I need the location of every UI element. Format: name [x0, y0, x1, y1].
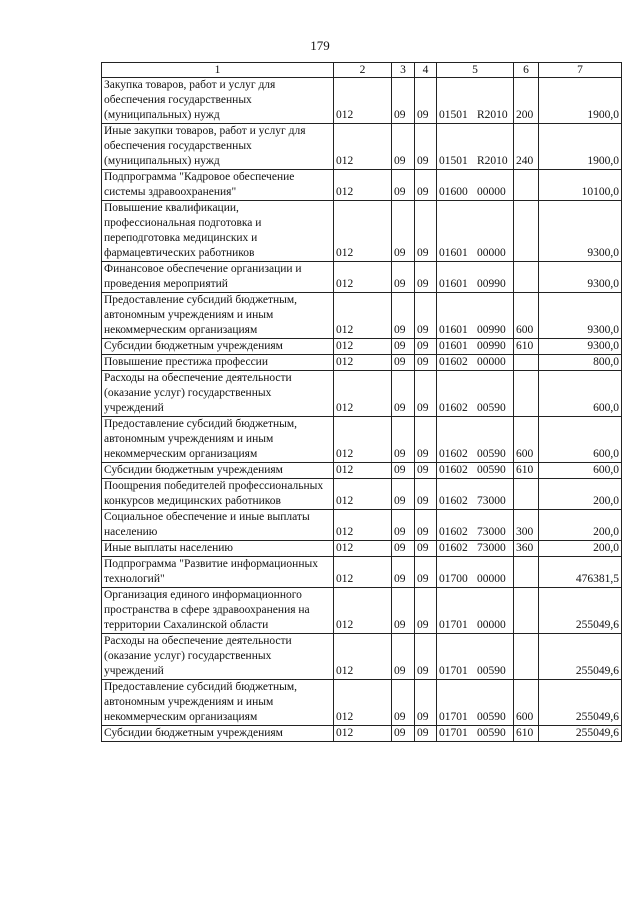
- section-code-cell: 09: [392, 339, 415, 355]
- row-name-cell: Организация единого информационного пространства в сфере здравоохранения на территории Сахалинской области: [102, 588, 334, 634]
- target-article-program: 01602: [439, 448, 468, 460]
- row-name-cell: Субсидии бюджетным учреждениям: [102, 726, 334, 742]
- column-header: 4: [415, 63, 437, 78]
- target-article-program: 01501: [439, 109, 468, 121]
- column-header: 1: [102, 63, 334, 78]
- expense-type-cell: [514, 588, 539, 634]
- ministry-code-cell: 012: [334, 463, 392, 479]
- subsection-code-cell: 09: [415, 201, 437, 262]
- target-article-program: 01602: [439, 464, 468, 476]
- expense-type-cell: 300: [514, 510, 539, 541]
- subsection-code-cell: 09: [415, 588, 437, 634]
- expense-type-cell: 610: [514, 726, 539, 742]
- ministry-code-cell: 012: [334, 293, 392, 339]
- target-article-cell: [437, 339, 514, 355]
- ministry-code-cell: 012: [334, 634, 392, 680]
- expense-type-cell: 360: [514, 541, 539, 557]
- target-article-program: 01602: [439, 542, 468, 554]
- section-code-cell: 09: [392, 680, 415, 726]
- subsection-code-cell: 09: [415, 510, 437, 541]
- table-row: [102, 541, 622, 557]
- amount-cell: 200,0: [539, 510, 622, 541]
- subsection-code-cell: 09: [415, 355, 437, 371]
- target-article-program: 01601: [439, 247, 468, 259]
- subsection-code-cell: 09: [415, 124, 437, 170]
- section-code-cell: 09: [392, 463, 415, 479]
- target-article-cell: [437, 293, 514, 339]
- table-row: [102, 588, 622, 634]
- target-article-direction: 73000: [477, 542, 506, 554]
- column-header: 7: [539, 63, 622, 78]
- expense-type-cell: 600: [514, 417, 539, 463]
- ministry-code-cell: 012: [334, 371, 392, 417]
- section-code-cell: 09: [392, 541, 415, 557]
- column-header: 2: [334, 63, 392, 78]
- row-name-cell: Социальное обеспечение и иные выплаты населению: [102, 510, 334, 541]
- ministry-code-cell: 012: [334, 78, 392, 124]
- target-article-program: 01601: [439, 340, 468, 352]
- amount-cell: 1900,0: [539, 78, 622, 124]
- table-row: [102, 201, 622, 262]
- section-code-cell: 09: [392, 634, 415, 680]
- section-code-cell: 09: [392, 726, 415, 742]
- target-article-cell: [437, 201, 514, 262]
- expense-type-cell: [514, 634, 539, 680]
- table-row: [102, 170, 622, 201]
- amount-cell: 10100,0: [539, 170, 622, 201]
- row-name-cell: Поощрения победителей профессиональных конкурсов медицинских работников: [102, 479, 334, 510]
- table-row: [102, 463, 622, 479]
- table-row: [102, 510, 622, 541]
- target-article-direction: 00000: [477, 619, 506, 631]
- subsection-code-cell: 09: [415, 479, 437, 510]
- row-name-cell: Расходы на обеспечение деятельности (оказание услуг) государственных учреждений: [102, 634, 334, 680]
- target-article-cell: [437, 371, 514, 417]
- table-row: [102, 479, 622, 510]
- target-article-cell: [437, 588, 514, 634]
- section-code-cell: 09: [392, 510, 415, 541]
- target-article-cell: [437, 417, 514, 463]
- target-article-cell: [437, 170, 514, 201]
- expense-type-cell: [514, 170, 539, 201]
- target-article-program: 01601: [439, 278, 468, 290]
- amount-cell: 9300,0: [539, 201, 622, 262]
- target-article-direction: 00000: [477, 573, 506, 585]
- target-article-direction: 73000: [477, 526, 506, 538]
- column-header: 6: [514, 63, 539, 78]
- header-row: [102, 63, 622, 78]
- row-name-cell: Субсидии бюджетным учреждениям: [102, 339, 334, 355]
- target-article-cell: [437, 479, 514, 510]
- target-article-cell: [437, 726, 514, 742]
- target-article-direction: 00590: [477, 727, 506, 739]
- amount-cell: 255049,6: [539, 588, 622, 634]
- target-article-cell: [437, 78, 514, 124]
- amount-cell: 9300,0: [539, 262, 622, 293]
- target-article-program: 01602: [439, 356, 468, 368]
- row-name-cell: Расходы на обеспечение деятельности (оказание услуг) государственных учреждений: [102, 371, 334, 417]
- row-name-cell: Предоставление субсидий бюджетным, автономным учреждениям и иным некоммерческим организациям: [102, 680, 334, 726]
- expense-type-cell: 600: [514, 680, 539, 726]
- expense-type-cell: 240: [514, 124, 539, 170]
- expense-type-cell: [514, 479, 539, 510]
- subsection-code-cell: 09: [415, 371, 437, 417]
- target-article-program: 01501: [439, 155, 468, 167]
- subsection-code-cell: 09: [415, 463, 437, 479]
- target-article-cell: [437, 463, 514, 479]
- target-article-direction: 00590: [477, 448, 506, 460]
- ministry-code-cell: 012: [334, 417, 392, 463]
- target-article-direction: R2010: [477, 155, 508, 167]
- target-article-direction: 00590: [477, 402, 506, 414]
- amount-cell: 600,0: [539, 463, 622, 479]
- table-row: [102, 339, 622, 355]
- ministry-code-cell: 012: [334, 170, 392, 201]
- target-article-program: 01600: [439, 186, 468, 198]
- target-article-direction: 00590: [477, 711, 506, 723]
- target-article-direction: 00990: [477, 324, 506, 336]
- page-number: 179: [310, 38, 330, 53]
- target-article-direction: R2010: [477, 109, 508, 121]
- target-article-program: 01601: [439, 324, 468, 336]
- ministry-code-cell: 012: [334, 262, 392, 293]
- column-header: 5: [437, 63, 514, 78]
- expense-type-cell: 200: [514, 78, 539, 124]
- ministry-code-cell: 012: [334, 557, 392, 588]
- row-name-cell: Закупка товаров, работ и услуг для обеспечения государственных (муниципальных) нужд: [102, 78, 334, 124]
- amount-cell: 9300,0: [539, 339, 622, 355]
- target-article-cell: [437, 634, 514, 680]
- section-code-cell: 09: [392, 293, 415, 339]
- column-header: 3: [392, 63, 415, 78]
- target-article-cell: [437, 262, 514, 293]
- expense-type-cell: [514, 262, 539, 293]
- subsection-code-cell: 09: [415, 262, 437, 293]
- expense-type-cell: 600: [514, 293, 539, 339]
- subsection-code-cell: 09: [415, 339, 437, 355]
- section-code-cell: 09: [392, 371, 415, 417]
- target-article-direction: 00000: [477, 186, 506, 198]
- ministry-code-cell: 012: [334, 680, 392, 726]
- section-code-cell: 09: [392, 262, 415, 293]
- row-name-cell: Подпрограмма "Развитие информационных технологий": [102, 557, 334, 588]
- target-article-direction: 73000: [477, 495, 506, 507]
- target-article-cell: [437, 557, 514, 588]
- expense-type-cell: [514, 355, 539, 371]
- target-article-direction: 00990: [477, 340, 506, 352]
- row-name-cell: Субсидии бюджетным учреждениям: [102, 463, 334, 479]
- amount-cell: 600,0: [539, 417, 622, 463]
- section-code-cell: 09: [392, 588, 415, 634]
- ministry-code-cell: 012: [334, 339, 392, 355]
- table-row: [102, 293, 622, 339]
- subsection-code-cell: 09: [415, 417, 437, 463]
- target-article-program: 01602: [439, 402, 468, 414]
- target-article-cell: [437, 355, 514, 371]
- target-article-program: 01701: [439, 711, 468, 723]
- row-name-cell: Предоставление субсидий бюджетным, автономным учреждениям и иным некоммерческим организациям: [102, 293, 334, 339]
- subsection-code-cell: 09: [415, 634, 437, 680]
- row-name-cell: Финансовое обеспечение организации и проведения мероприятий: [102, 262, 334, 293]
- subsection-code-cell: 09: [415, 557, 437, 588]
- ministry-code-cell: 012: [334, 479, 392, 510]
- amount-cell: 1900,0: [539, 124, 622, 170]
- target-article-program: 01701: [439, 665, 468, 677]
- amount-cell: 255049,6: [539, 726, 622, 742]
- row-name-cell: Иные выплаты населению: [102, 541, 334, 557]
- table-row: [102, 680, 622, 726]
- ministry-code-cell: 012: [334, 124, 392, 170]
- target-article-program: 01701: [439, 619, 468, 631]
- target-article-cell: [437, 680, 514, 726]
- table-row: [102, 557, 622, 588]
- subsection-code-cell: 09: [415, 680, 437, 726]
- budget-table: [101, 62, 622, 742]
- table-row: [102, 124, 622, 170]
- expense-type-cell: [514, 201, 539, 262]
- target-article-cell: [437, 510, 514, 541]
- ministry-code-cell: 012: [334, 588, 392, 634]
- section-code-cell: 09: [392, 124, 415, 170]
- row-name-cell: Предоставление субсидий бюджетным, автономным учреждениям и иным некоммерческим организациям: [102, 417, 334, 463]
- table-row: [102, 262, 622, 293]
- target-article-program: 01602: [439, 495, 468, 507]
- expense-type-cell: [514, 371, 539, 417]
- subsection-code-cell: 09: [415, 170, 437, 201]
- section-code-cell: 09: [392, 557, 415, 588]
- table-body: [102, 78, 622, 742]
- section-code-cell: 09: [392, 355, 415, 371]
- target-article-direction: 00590: [477, 464, 506, 476]
- amount-cell: 800,0: [539, 355, 622, 371]
- ministry-code-cell: 012: [334, 355, 392, 371]
- row-name-cell: Подпрограмма "Кадровое обеспечение системы здравоохранения": [102, 170, 334, 201]
- table-row: [102, 726, 622, 742]
- target-article-program: 01602: [439, 526, 468, 538]
- target-article-cell: [437, 124, 514, 170]
- amount-cell: 255049,6: [539, 680, 622, 726]
- subsection-code-cell: 09: [415, 541, 437, 557]
- amount-cell: 600,0: [539, 371, 622, 417]
- target-article-program: 01700: [439, 573, 468, 585]
- row-name-cell: Иные закупки товаров, работ и услуг для обеспечения государственных (муниципальных) нужд: [102, 124, 334, 170]
- section-code-cell: 09: [392, 78, 415, 124]
- expense-type-cell: 610: [514, 463, 539, 479]
- amount-cell: 200,0: [539, 479, 622, 510]
- table-row: [102, 355, 622, 371]
- subsection-code-cell: 09: [415, 78, 437, 124]
- section-code-cell: 09: [392, 170, 415, 201]
- ministry-code-cell: 012: [334, 541, 392, 557]
- table-row: [102, 78, 622, 124]
- amount-cell: 255049,6: [539, 634, 622, 680]
- amount-cell: 476381,5: [539, 557, 622, 588]
- amount-cell: 9300,0: [539, 293, 622, 339]
- ministry-code-cell: 012: [334, 201, 392, 262]
- section-code-cell: 09: [392, 201, 415, 262]
- expense-type-cell: 610: [514, 339, 539, 355]
- subsection-code-cell: 09: [415, 726, 437, 742]
- subsection-code-cell: 09: [415, 293, 437, 339]
- target-article-program: 01701: [439, 727, 468, 739]
- target-article-direction: 00990: [477, 278, 506, 290]
- row-name-cell: Повышение престижа профессии: [102, 355, 334, 371]
- expense-type-cell: [514, 557, 539, 588]
- row-name-cell: Повышение квалификации, профессиональная подготовка и переподготовка медицинских и фармацевтических работников: [102, 201, 334, 262]
- target-article-cell: [437, 541, 514, 557]
- table-row: [102, 634, 622, 680]
- target-article-direction: 00000: [477, 247, 506, 259]
- section-code-cell: 09: [392, 417, 415, 463]
- section-code-cell: 09: [392, 479, 415, 510]
- ministry-code-cell: 012: [334, 510, 392, 541]
- target-article-direction: 00000: [477, 356, 506, 368]
- target-article-direction: 00590: [477, 665, 506, 677]
- amount-cell: 200,0: [539, 541, 622, 557]
- table-row: [102, 371, 622, 417]
- table-row: [102, 417, 622, 463]
- ministry-code-cell: 012: [334, 726, 392, 742]
